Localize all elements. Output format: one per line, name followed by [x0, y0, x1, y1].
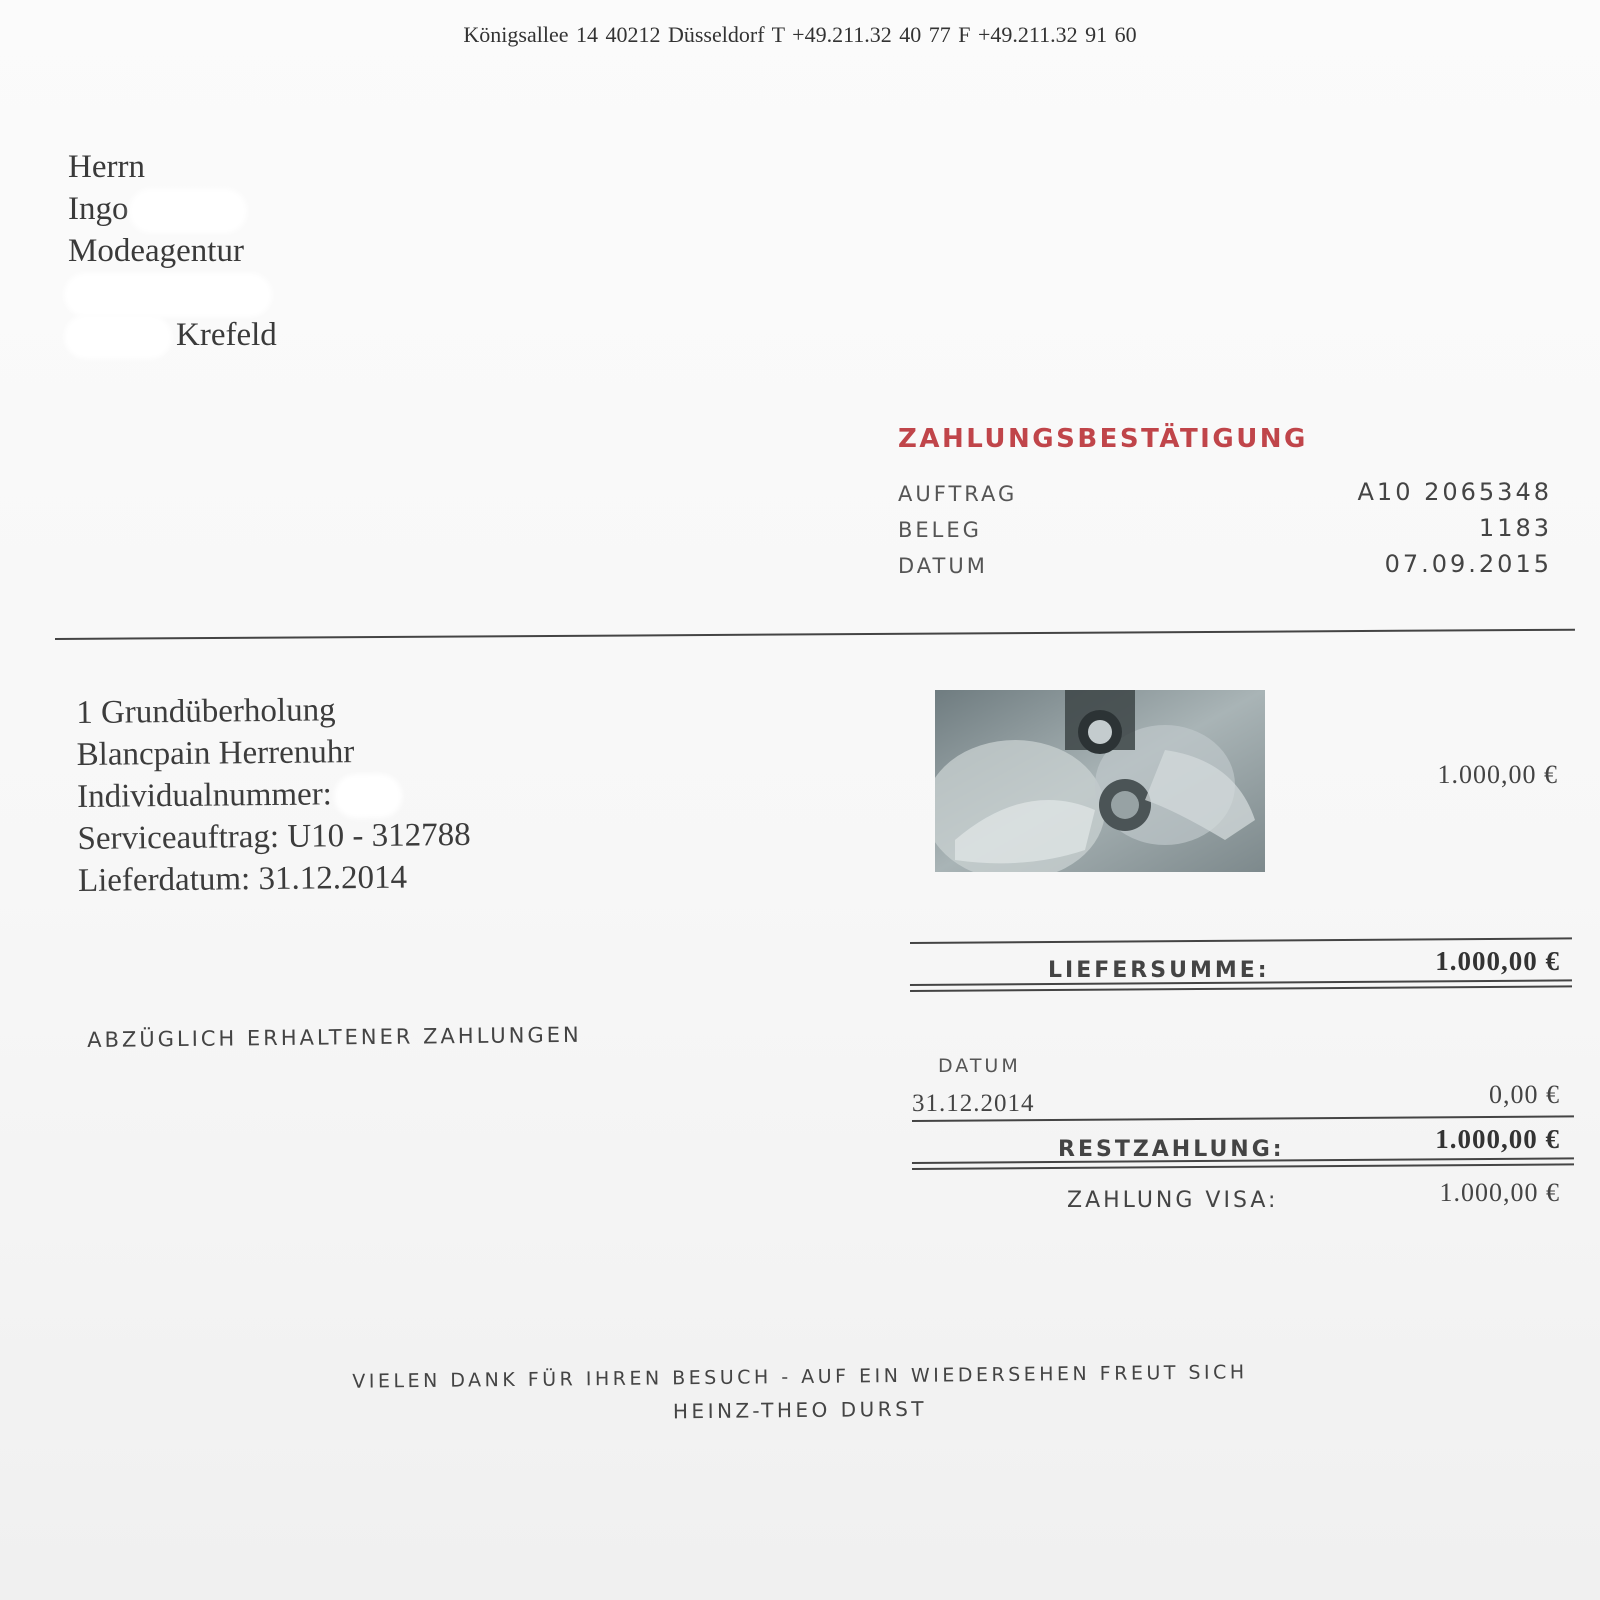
beleg-value: 1183 [1478, 514, 1552, 542]
document-title: ZAHLUNGSBESTÄTIGUNG [898, 424, 1308, 454]
meta-row-datum [898, 550, 1552, 584]
item-line-watch: Blancpain Herrenuhr [76, 734, 355, 773]
recipient-address [68, 146, 277, 356]
rule-top [910, 937, 1572, 944]
visa-value: 1.000,00 € [1439, 1178, 1560, 1207]
auftrag-value: A10 2065348 [1357, 478, 1552, 506]
redaction-mark [68, 277, 268, 313]
recipient-salutation: Herrn [68, 149, 145, 185]
auftrag-label: AUFTRAG [898, 482, 1018, 506]
item-line-service: 1 Grundüberholung [76, 692, 336, 731]
payment-date-value: 31.12.2014 [912, 1090, 1035, 1117]
restzahlung-value: 1.000,00 € [1435, 1124, 1560, 1154]
recipient-first-name: Ingo [68, 191, 129, 227]
footer-thanks: VIELEN DANK FÜR IHREN BESUCH - AUF EIN WIEDERSEHEN FREUT SICH [352, 1361, 1248, 1393]
item-description [76, 688, 471, 902]
recipient-city-line [68, 314, 277, 356]
section-divider [55, 629, 1575, 640]
recipient-street-line [68, 272, 277, 314]
item-price: 1.000,00 € [1437, 760, 1558, 789]
beleg-label: BELEG [898, 518, 982, 542]
visa-label: ZAHLUNG VISA: [1067, 1188, 1279, 1213]
payment-date-label: DATUM [938, 1055, 1021, 1077]
meta-row-auftrag [898, 478, 1552, 512]
item-line-delivery-date: Lieferdatum: 31.12.2014 [77, 859, 408, 899]
redaction-mark [68, 319, 168, 355]
rule-double-restzahlung [912, 1157, 1574, 1170]
item-individual-number-label: Individualnummer: [76, 776, 333, 815]
recipient-city: Krefeld [176, 317, 277, 353]
datum-value: 07.09.2015 [1384, 550, 1552, 578]
redaction-mark [133, 193, 243, 229]
item-line-service-order: Serviceauftrag: U10 - 312788 [77, 816, 471, 857]
rule-double-liefersumme [910, 979, 1572, 992]
footer-signature: HEINZ-THEO DURST [672, 1396, 928, 1424]
liefersumme-value: 1.000,00 € [1435, 946, 1560, 976]
recipient-company: Modeagentur [68, 233, 244, 269]
redaction-mark [338, 778, 398, 815]
datum-label: DATUM [898, 554, 988, 578]
deduction-label: ABZÜGLICH ERHALTENER ZAHLUNGEN [87, 1022, 582, 1052]
watchmaker-photo [935, 690, 1265, 872]
liefersumme-label: LIEFERSUMME: [1048, 958, 1270, 983]
payment-amount: 0,00 € [1489, 1080, 1560, 1109]
recipient-name-line [68, 188, 277, 230]
shop-address: Königsallee 14 40212 Düsseldorf T +49.211.32 40 77 F +49.211.32 91 60 [463, 22, 1137, 47]
meta-row-beleg [898, 514, 1552, 548]
item-line-individual-number [77, 772, 471, 818]
restzahlung-label: RESTZAHLUNG: [1058, 1137, 1285, 1162]
